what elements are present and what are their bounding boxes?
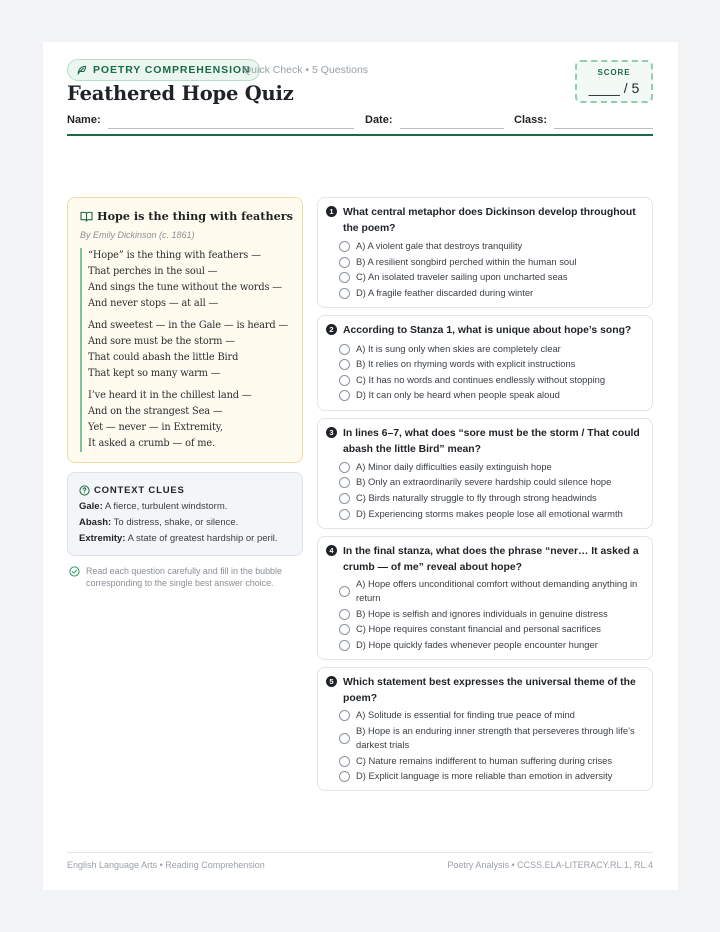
quiz-page — [43, 42, 678, 890]
book-icon — [80, 211, 93, 222]
question-card-3 — [317, 418, 653, 529]
option-label: A) Hope offers unconditional comfort without demanding anything in return — [356, 578, 638, 603]
option-label: D) It can only be heard when people speak aloud — [356, 389, 560, 400]
footer-subject: English Language Arts • Reading Comprehension — [67, 860, 265, 870]
option-label: C) Birds naturally struggle to fly through strong headwinds — [356, 492, 597, 503]
answer-bubble[interactable] — [339, 771, 350, 782]
question-text: In lines 6–7, what does “sore must be the storm / That could abash the little Bird” mean? — [343, 428, 640, 455]
poem-line: And never stops — at all — — [88, 298, 219, 309]
question-text: Which statement best expresses the universal theme of the poem? — [343, 677, 636, 704]
question-number: 5 — [326, 676, 337, 687]
header-divider — [67, 134, 653, 136]
context-clues-card — [67, 472, 303, 556]
class-field[interactable] — [554, 128, 653, 129]
poem-line: “Hope” is the thing with feathers — — [88, 250, 261, 261]
answer-option-3d[interactable] — [339, 507, 649, 521]
stanza-1 — [88, 248, 288, 312]
answer-option-5b[interactable] — [339, 724, 649, 752]
context-term: Abash: — [79, 517, 112, 528]
score-label: SCORE — [597, 68, 631, 77]
answer-bubble[interactable] — [339, 586, 350, 597]
option-label: A) A violent gale that destroys tranquility — [356, 240, 523, 251]
poem-line: And sore must be the storm — — [88, 336, 235, 347]
answer-bubble[interactable] — [339, 375, 350, 386]
option-label: D) Explicit language is more reliable than emotion in adversity — [356, 770, 613, 781]
poem-line: It asked a crumb — of me. — [88, 438, 216, 449]
answer-option-2b[interactable] — [339, 357, 649, 371]
option-label: D) Hope quickly fades whenever people encounter hunger — [356, 639, 598, 650]
name-label: Name: — [67, 114, 101, 126]
poem-line: That could abash the little Bird — [88, 352, 239, 363]
footer-standards: Poetry Analysis • CCSS.ELA-LITERACY.RL.1, RL.4 — [447, 860, 653, 870]
answer-option-2c[interactable] — [339, 373, 649, 387]
option-label: A) Solitude is essential for finding true peace of mind — [356, 709, 575, 720]
poem-line: And sweetest — in the Gale — is heard — — [88, 320, 289, 331]
poem-card — [67, 197, 303, 463]
subject-badge — [67, 59, 260, 81]
answer-bubble[interactable] — [339, 288, 350, 299]
answer-option-2d[interactable] — [339, 388, 649, 402]
answer-bubble[interactable] — [339, 609, 350, 620]
context-definition: To distress, shake, or silence. — [111, 517, 239, 528]
answer-bubble[interactable] — [339, 462, 350, 473]
context-definition: A state of greatest hardship or peril. — [125, 533, 278, 544]
poem-title: Hope is the thing with feathers — [97, 209, 293, 223]
instructions-text: Read each question carefully and fill in the bubble corresponding to the single best answer choice. — [86, 566, 282, 588]
option-label: C) Hope requires constant financial and personal sacrifices — [356, 623, 601, 634]
answer-bubble[interactable] — [339, 272, 350, 283]
answer-option-3c[interactable] — [339, 491, 649, 505]
answer-option-1b[interactable] — [339, 255, 649, 269]
stanza-3 — [88, 388, 288, 452]
answer-bubble[interactable] — [339, 640, 350, 651]
question-text: What central metaphor does Dickinson develop throughout the poem? — [343, 207, 636, 234]
option-label: C) It has no words and continues endlessly without stopping — [356, 374, 606, 385]
answer-bubble[interactable] — [339, 241, 350, 252]
answer-option-5c[interactable] — [339, 754, 649, 768]
footer-divider — [67, 852, 653, 853]
date-field[interactable] — [400, 128, 504, 129]
context-term: Extremity: — [79, 533, 126, 544]
option-label: A) It is sung only when skies are completely clear — [356, 343, 561, 354]
question-card-4 — [317, 536, 653, 660]
option-label: A) Minor daily difficulties easily extinguish hope — [356, 461, 552, 472]
name-field[interactable] — [108, 128, 354, 129]
stanza-2 — [88, 318, 288, 382]
question-card-5 — [317, 667, 653, 791]
poem-author: By Emily Dickinson (c. 1861) — [80, 230, 195, 240]
option-label: D) Experiencing storms makes people lose all emotional warmth — [356, 508, 623, 519]
score-value: ____ / 5 — [588, 80, 640, 96]
context-definition: A fierce, turbulent windstorm. — [102, 501, 228, 512]
answer-option-2a[interactable] — [339, 342, 649, 356]
answer-bubble[interactable] — [339, 359, 350, 370]
answer-option-3a[interactable] — [339, 460, 649, 474]
feather-icon — [76, 65, 87, 76]
page-title: Feathered Hope Quiz — [67, 82, 294, 105]
answer-option-4a[interactable] — [339, 577, 649, 605]
help-circle-icon — [79, 485, 90, 496]
option-label: C) Nature remains indifferent to human suffering during crises — [356, 755, 613, 766]
answer-bubble[interactable] — [339, 257, 350, 268]
question-text: According to Stanza 1, what is unique about hope’s song? — [343, 325, 632, 336]
answer-option-1c[interactable] — [339, 270, 649, 284]
answer-option-1d[interactable] — [339, 286, 649, 300]
context-term: Gale: — [79, 501, 103, 512]
option-label: B) It relies on rhyming words with explicit instructions — [356, 358, 576, 369]
poem-line: Yet — never — in Extremity, — [88, 422, 223, 433]
answer-option-3b[interactable] — [339, 475, 649, 489]
poem-line: That perches in the soul — — [88, 266, 218, 277]
answer-bubble[interactable] — [339, 344, 350, 355]
question-card-1 — [317, 197, 653, 308]
context-item — [79, 517, 238, 528]
student-info-row — [67, 114, 653, 130]
poem-line: That kept so many warm — — [88, 368, 221, 379]
poem-line: And sings the tune without the words — — [88, 282, 282, 293]
check-circle-icon — [69, 566, 80, 577]
answer-option-5d[interactable] — [339, 769, 649, 783]
context-heading: CONTEXT CLUES — [94, 485, 185, 496]
question-number: 2 — [326, 324, 337, 335]
context-item — [79, 533, 278, 544]
date-label: Date: — [365, 114, 393, 126]
answer-bubble[interactable] — [339, 509, 350, 520]
badge-label: POETRY COMPREHENSION — [93, 64, 251, 76]
answer-bubble[interactable] — [339, 390, 350, 401]
question-number: 1 — [326, 206, 337, 217]
poem-line: I’ve heard it in the chillest land — — [88, 390, 252, 401]
answer-option-4d[interactable] — [339, 638, 649, 652]
quiz-subtitle: Quick Check • 5 Questions — [243, 64, 369, 76]
option-label: B) Hope is an enduring inner strength that perseveres through life’s darkest trials — [356, 725, 635, 750]
answer-bubble[interactable] — [339, 624, 350, 635]
class-label: Class: — [514, 114, 548, 126]
answer-option-4b[interactable] — [339, 607, 649, 621]
answer-option-5a[interactable] — [339, 708, 649, 722]
context-item — [79, 501, 227, 512]
answer-bubble[interactable] — [339, 756, 350, 767]
poem-text — [80, 248, 288, 452]
answer-bubble[interactable] — [339, 493, 350, 504]
answer-bubble[interactable] — [339, 733, 350, 744]
option-label: B) Hope is selfish and ignores individuals in genuine distress — [356, 608, 608, 619]
poem-line: And on the strangest Sea — — [88, 406, 223, 417]
option-label: D) A fragile feather discarded during winter — [356, 287, 534, 298]
question-number: 4 — [326, 545, 337, 556]
option-label: B) A resilient songbird perched within the human soul — [356, 256, 577, 267]
question-card-2 — [317, 315, 653, 411]
answer-option-1a[interactable] — [339, 239, 649, 253]
option-label: C) An isolated traveler sailing upon uncharted seas — [356, 271, 568, 282]
answer-bubble[interactable] — [339, 477, 350, 488]
score-box — [575, 60, 653, 103]
option-label: B) Only an extraordinarily severe hardship could silence hope — [356, 476, 612, 487]
question-number: 3 — [326, 427, 337, 438]
question-text: In the final stanza, what does the phrase “never… It asked a crumb — of me” reveal about hope? — [343, 546, 639, 573]
answer-bubble[interactable] — [339, 710, 350, 721]
answer-option-4c[interactable] — [339, 622, 649, 636]
